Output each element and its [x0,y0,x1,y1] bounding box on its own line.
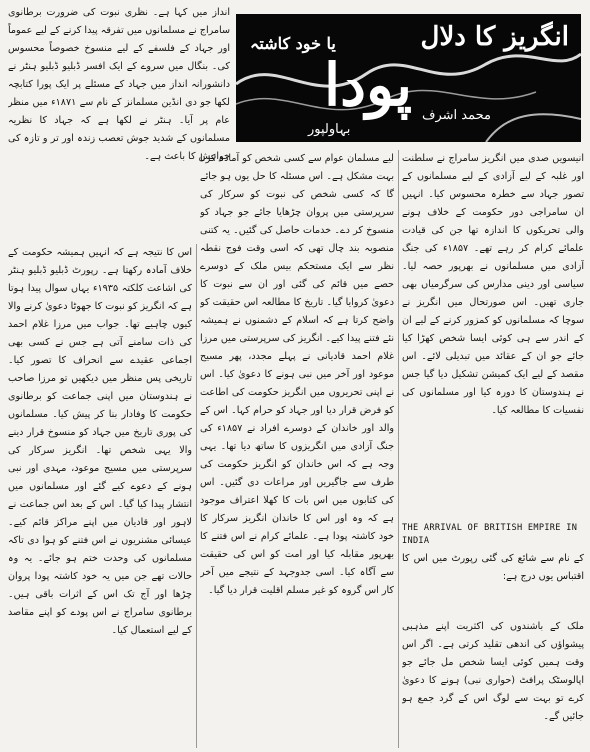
english-quote-block [402,522,584,616]
column-middle [200,150,394,748]
paragraph: اس کا نتیجہ ہے کہ انہیں ہمیشہ حکومت کے خلاف آمادہ رکھتا ہے۔ رپورٹ ڈبلیو ڈبلیو ہنٹر کی اشاعت کلکتہ ۱۹۳۵ء یہاں سوال پیدا ہوتا ہے کہ انگریز کو نبوت کا جھوٹا دعویٰ کرنے والا کیوں چاہیے تھا۔ جواب میں مرزا غلام احمد کی ذات سامنے آتی ہے جس نے کسی بھی اجماعی عقیدے سے انحراف کا تصور کیا۔ تاریخی پس منظر میں دیکھیں تو مرزا صاحب نے ہندوستان میں اپنی جماعت کو برطانوی حکومت کا وفادار بنا کر پیش کیا۔ مسلمانوں کی پوری تاریخ میں جہاد کو منسوخ قرار دینے والا یہی شخص تھا۔ انگریز سرکار کی سرپرستی میں مسیح موعود، مہدی اور نبی ہونے کے دعوے کیے گئے اور مسلمانوں میں انتشار پیدا کیا گیا۔ اس کے بعد اس جماعت نے لاہور اور قادیان میں اپنے مراکز قائم کیے۔ عیسائی مشنریوں نے اس فتنے کو ہوا دی تاکہ مسلمانوں کی وحدت ختم ہو جائے۔ یہ وہ حالات تھے جن میں یہ خود کاشتہ پودا پروان چڑھا اور آج تک اس کے اثرات باقی ہیں۔ برطانوی سامراج نے اس پودے کو اپنے مقاصد کے لیے استعمال کیا۔ [8,247,192,636]
paragraph: انیسویں صدی میں انگریز سامراج نے سلطنت اور غلبہ کے لیے آزادی کے لیے مسلمانوں کے تصور جہاد سے خطرہ محسوس کیا۔ انہیں ان سامراجی دور حکومت کے خلاف ہونے والی تحریکوں کا اندازہ تھا جن کی قیادت علمائے کرام کر رہے تھے۔ ۱۸۵۷ء کی جنگ آزادی میں مسلمانوں نے بھرپور حصہ لیا۔ سیاسی اور دینی مدارس کی سرگرمیاں بھی جاری تھیں۔ اس صورتحال میں انگریز نے سوچا کہ مسلمانوں کو کمزور کرنے کے لیے ان کے اندر سے ہی کوئی ایسا شخص کھڑا کیا جائے جو ان کے عقائد میں تبدیلی لائے۔ اس مقصد کے لیے ایک کمیشن تشکیل دیا گیا جس نے ہندوستان کا دورہ کیا اور مسلمانوں کی نفسیات کا مطالعہ کیا۔ [402,153,584,416]
paragraph: انداز میں کہا ہے۔ نظری نبوت کی ضرورت برطانوی سامراج نے مسلمانوں میں تفرقہ پیدا کرنے کے لیے عموماً اور جہاد کے فلسفے کے لیے منسوخ خصوصاً محسوس کی۔ بنگال میں سروے کے ایک افسر ڈبلیو ڈبلیو ہنٹر نے دانشورانہ انداز میں جہاد کے مسئلے پر ایک پورا کتابچہ لکھا جو دی انڈین مسلمانز کے نام سے ۱۸۷۱ء میں منظر عام پر آیا۔ ہنٹر نے لکھا ہے کہ جہاد کا نظریہ مسلمانوں کے شدید جوش تعصب زندہ اور تر و تازہ کی خواہش کا باعث ہے۔ [8,7,230,162]
paragraph: کے نام سے شائع کی گئی رپورٹ میں اس کا اقتباس یوں درج ہے: [402,553,584,582]
english-report-title: THE ARRIVAL OF BRITISH EMPIRE IN INDIA [402,523,578,546]
author-location: بہاولپور [308,122,351,137]
column-left-top [8,4,230,240]
column-divider [196,244,197,748]
column-divider [398,150,399,748]
paragraph: لیے مسلمان عوام سے کسی شخص کو آمادہ کرنا بہت مشکل ہے۔ اس مسئلہ کا حل یوں ہو جائے گا کہ کسی شخص کی نبوت کو سرکار کی سرپرستی میں پروان چڑھایا جائے جو جہاد کو منسوخ کر دے۔ خدمات حاصل کی گئیں۔ یہ کتنی منصوبہ بند چال تھی کہ اسی وقت فوج نقطہ نظر سے ایک مستحکم بیس ملک کے دوسرے حصے میں قائم کی گئی اور ان سے نبوت کا دعویٰ کروایا گیا۔ تاریخ کا مطالعہ اس حقیقت کو واضح کرتا ہے کہ اسلام کے دشمنوں نے ہمیشہ نئے فتنے پیدا کیے۔ انگریز کی سرپرستی میں مرزا غلام احمد قادیانی نے پہلے مجدد، پھر مسیح موعود اور آخر میں نبی ہونے کا دعویٰ کیا۔ اس نے اپنی تحریروں میں انگریز حکومت کی اطاعت کو فرض قرار دیا اور جہاد کو حرام کہا۔ اس کے والد اور خاندان کے دوسرے افراد نے ۱۸۵۷ء کی جنگ آزادی میں انگریزوں کا ساتھ دیا تھا۔ یہی وجہ ہے کہ اس خاندان کو انگریز حکومت کی طرف سے جاگیریں اور مراعات دی گئیں۔ اس کی کتابوں میں اس بات کا کھلا اعتراف موجود ہے کہ وہ اور اس کا خاندان انگریز سرکار کا خود کاشتہ پودا ہے۔ علمائے کرام نے اس فتنے کا بھرپور مقابلہ کیا اور امت کو اس کی حقیقت سے آگاہ کیا۔ اسی جدوجہد کے نتیجے میں آخر کار اس گروہ کو غیر مسلم اقلیت قرار دیا گیا۔ [200,153,394,596]
article-banner [236,14,581,142]
banner-subheading: یا خود کاشتہ [250,34,336,53]
author-name: محمد اشرف [422,108,491,123]
column-right [402,150,584,520]
paragraph: ملک کے باشندوں کی اکثریت اپنے مذہبی پیشواؤں کی اندھی تقلید کرتی ہے۔ اگر اس وقت ہمیں کوئی ایسا شخص مل جائے جو اپالوسٹک پرافٹ (حواری نبی) ہونے کا دعویٰ کرے تو بہت سے لوگ اس کے گرد جمع ہو جائیں گے۔ [402,621,584,722]
column-left [8,244,192,748]
banner-headline: انگریز کا دلال [420,22,569,52]
banner-title-large: پودا [324,51,413,119]
column-right-bottom [402,618,584,748]
